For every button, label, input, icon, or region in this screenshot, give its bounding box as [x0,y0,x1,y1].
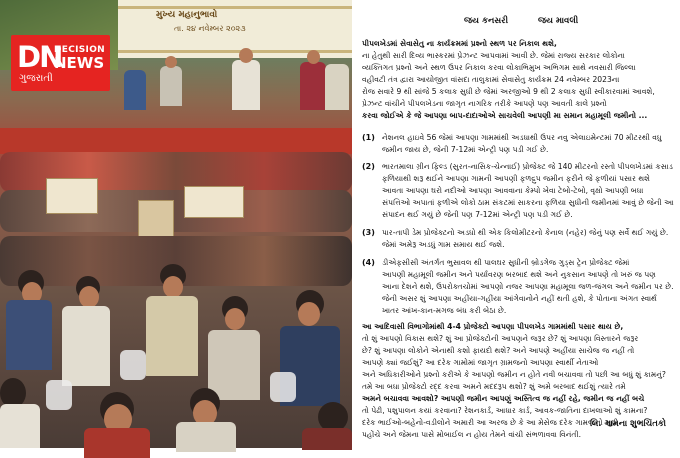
person [62,306,110,386]
item-line: ડીએફસીસી અંતર્ગત ભુસાવલ થી પાલઘર સુધીની બ્રોડગેજ ગુડ્સ ટ્રેન પ્રોજેક્ટ જેમાં [382,258,630,267]
poster [46,178,98,214]
person [124,70,146,110]
item-line: ખાતર આંખ-કાન-મગજ બંધ કરી બેઠા છે. [382,306,507,315]
logo-news-text: NEWS [54,54,105,72]
item-line: આવતા આપણા ઘરો નદીઓ આપણા આવવાના કેમ્પો ખેવા ટેબો-ટેબો, વૃક્ષો આપણી બધા [382,186,644,195]
item-line: આના દેશને થશે, ઉપરોક્તચોમાં આપણો નજર આપણા મહામૂલા જળ-જંગલ અને જમીન પર છે. [382,282,674,291]
item-number: (4) [362,258,375,267]
closing-line: તમે આ બધા પ્રોજેક્ટો રદ્દ કરવા અમને મદદરૂપ થશો? શું અમે બરબાદ થઈશું ત્યારે તમે [362,382,626,391]
decision-news-logo [11,35,110,91]
person [208,330,260,400]
intro-line: પીપલખેડમાં સેવાસેતુ ના કાર્યક્રમમાં પ્રશ્નો સ્થળ પર નિકાલ થશે, [362,39,557,48]
person [146,296,198,376]
notice-document [352,0,680,448]
stage-front-cloth [0,128,352,154]
closing-line: આપણે ક્યાં જઈશું? આ દરેક ગામોમાં જાગૃત ગ્રામજનો આપણા સ્વાર્થી નેતાઓ [362,358,599,367]
intro-line: ના હેતુથી સારી દિવ્ય ભાસ્કરમાં પ્રેઝન્ટ આપવામાં આવી છે. જેમાં રાજ્ય સરકાર લોકોના [362,51,625,60]
person [176,422,236,452]
person [302,428,352,450]
stage-banner-text: મુખ્ય મહાનુભાવો [156,10,218,20]
stage-banner [118,0,352,58]
item-line: જમીન જાય છે, જેની 7-12માં એન્ટ્રી પણ પડી ગઈ છે. [382,145,549,154]
person [239,48,253,63]
item-line: આપણી મહામૂલી જમીન અને પર્યાવરણ બરબાદ થશે અને નુકસાન આપણે તો ખરું જ પણ [382,270,656,279]
item-line: ફળિયાથી શરૂ થઈને આપણા ગામની આપણી ફળદ્રુપ જમીન ફરીને જે ફળીયાં પસાર થશે [382,174,651,183]
closing-line: તો પેઢી, પશુપાલન કયાં કરવાના? રેશનકાર્ડ, આધાર કાર્ડ, આવક-જાતિના દાખલાઓ શું કામના? [362,406,648,415]
intro-line: વહીવટી તંત્ર દ્વારા આયોજીત વાંસદા તાલુકામાં સેવાસેતુ કાર્યક્રમ 24 નવેમ્બર 2023ના [362,75,620,84]
logo-language-text: ગુજરાતી [19,73,53,84]
closing-line: દરેક ભાઈઓ-બહેનો-વડીલોને અમારી આ અરજ છે કે આ મેસેજ દરેક ગામજનો સુધી [362,418,619,427]
greeting-right: જય માવલી [538,16,579,26]
logo-mark: DN [17,40,62,74]
person [298,302,320,326]
stage-banner-date: તા. ૨૪ નવેમ્બર ૨૦૨૩ [174,24,246,33]
person [300,62,326,110]
item-line: ભારતમાલા ગ્રીન ફિલ્ડ (સુરત-નાસિક-ચેન્નાઈ) પ્રોજેક્ટ જે 140 મીટરનો રસ્તો પીપલખેડમાં કસાડ [382,162,673,171]
person [163,276,183,298]
item-line: જેની અસર શું આપણા અહીંયા-ગહીંયા આંગેવાનોને નહીં થતી હશે, કે પોતાના અંગત સ્વાર્થ [382,294,657,303]
person [325,64,349,110]
closing-line: આ આદિવાસી વિભાગોમાંથી 4-4 પ્રોજેક્ટો આપણા પીપલખેડ ગામમાંથી પસાર થાય છે, [362,322,624,331]
item-line: સંપાદન થઈ ગયું છે જેની પણ 7-12માં એન્ટ્રી પણ પડી ગઈ છે. [382,210,573,219]
item-number: (2) [362,162,375,171]
person [225,308,245,330]
person [307,50,320,64]
chair [270,372,296,402]
item-number: (3) [362,228,375,237]
item-line: સંપત્તિઓ અપાતાં ફળીએ લોકો ઠામ સંકટમાં સાકરના ફળિયા સુધીની જમીનમાં આવું છે જેની આ [382,198,674,207]
greeting-left: જય કનસરી [464,16,509,26]
closing-line: અમને બચાવવા આવશો? આપણી જમીન આપણું અસ્તિત્વ જ નહીં રહે, જમીન જ નહીં બચે [362,394,645,403]
person [0,404,40,448]
closing-line: પહોંચે અને જેમના પાસે મોબાઈલ ન હોય તેમને વાંચી સંભળાવવા વિનંતી. [362,430,582,439]
closing-line: અને અધિકારીઓને પ્રશ્નો કરીએ કે આપણો જમીન ન હોતે નવી બચાવવા તો પછી આ બધું શું કામનું? [362,370,666,379]
intro-line: પ્રેઝન્ટ વાંચીને પીપલખેડના જાગૃત નાગરિક તરીકે આપણે પણ આવતી કાલે પ્રશ્નો [362,99,607,108]
intro-line: કરવા જોઈએ કે જે આપણા બાપ-દાદાઓએ સાચવેલી આપણી મા સમાન મહામૂલી જમીનો ... [362,111,648,120]
item-number: (1) [362,133,375,142]
item-line: જેમાં અમેરૂ અડધું ગામ સમાય થઈ જશે. [382,240,505,249]
logo-decision-text: DECISION [54,45,105,55]
intro-line: રોજ સવારે 9 થી સાંજે 5 કલાક સુધી છે જેમાં અરજીઓ 9 થી 2 કલાક સુધી સ્વીકારવામાં આવશે, [362,87,655,96]
person [6,300,52,370]
item-line: પાર-તાપી ડેમ પ્રોજેક્ટનો અડધો થી એક કિલોમીટરનો કેનાલ (નહેર) જેનું પણ સર્વે થઈ ગયું છે. [382,228,669,237]
signature: લિ. ગામના શુભચિંતકો [589,419,666,429]
chair [46,380,72,410]
closing-line: છે? શું આપણા લોકોને એનાથી કશો ફાયદો થશે? અને આપણે અહીંયા સાચેજ જ નહીં તો [362,346,635,355]
chair [120,350,146,380]
intro-line: વ્યક્તિગત પ્રશ્નો અને સ્થળ ઉપર નિકાલ કરવા લોકાભિમુખ અભિગમ સાથે નવસારી જિલ્લા [362,63,636,72]
person [160,66,182,106]
person [232,60,260,110]
poster [184,186,244,218]
person [79,286,99,308]
person [165,56,177,68]
person [84,428,150,458]
item-line: નેશનલ હાઇવે 56 જેમાં આપણા ગામમાંથી અડધાથી ઉપર નવુ એલાઇમેન્ટમાં 70 મીટરથી વધુ [382,133,662,142]
closing-line: તો શું આપણો વિકાસ થશે? શું આ પ્રોજેક્ટોની આપણને જરૂર છે? શું આપણા વિસ્તારને જરૂર [362,334,639,343]
